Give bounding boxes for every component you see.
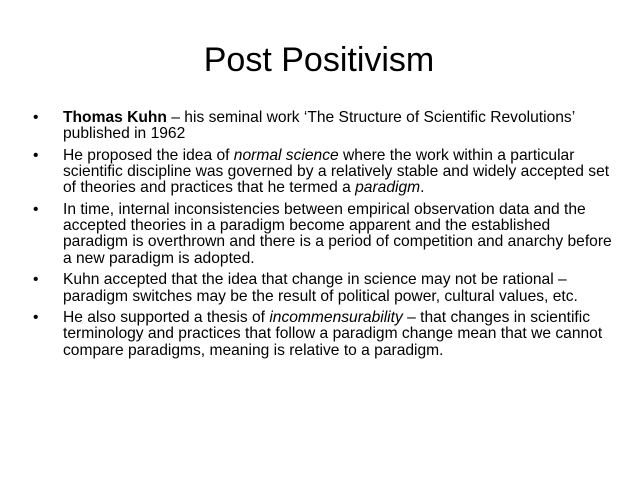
bullet-3-text: In time, internal inconsistencies between empirical observation data and the accepted theories in a paradigm become apparent and the established paradigm is overthrown and there is a period of competition and anarchy before a new paradigm is adopted. (63, 201, 612, 267)
bullet-marker: • (33, 271, 39, 289)
bullet-item-2 (30, 148, 612, 197)
bullet-4-text: Kuhn accepted that the idea that change in science may not be rational – paradigm switches may be the result of political power, cultural values, etc. (63, 271, 578, 305)
bullet-marker: • (33, 109, 39, 126)
bullet-marker: • (33, 201, 39, 219)
bullet-2-text-1: He proposed the idea of (63, 146, 234, 164)
bullet-marker: • (33, 146, 39, 164)
bullet-item-1 (30, 110, 612, 142)
bullet-item-4 (30, 272, 612, 304)
bullet-2-text-2: where the work within a particular scientific discipline was governed by a relatively stable and widely accepted set of theories and practices that he termed a (63, 146, 610, 197)
bullet-2-italic-paradigm: paradigm (355, 179, 421, 197)
bullet-item-5 (30, 310, 612, 359)
bullet-item-3 (30, 202, 612, 267)
bullet-list (30, 110, 612, 364)
bullet-1-text: – his seminal work ‘The Structure of Scientific Revolutions’ published in 1962 (63, 109, 575, 143)
bullet-2-italic-normal-science: normal science (233, 146, 339, 164)
bullet-1-bold-name: Thomas Kuhn (63, 109, 167, 126)
bullet-marker: • (33, 309, 39, 327)
bullet-2-text-3: . (420, 179, 425, 197)
bullet-5-text-2: – that changes in scientific terminology and practices that follow a paradigm change mean that we cannot compare paradigms, meaning is relative to a paradigm. (63, 309, 603, 359)
slide-title: Post Positivism (203, 41, 435, 79)
bullet-5-text-1: He also supported a thesis of (63, 309, 270, 327)
bullet-5-italic-incommensurability: incommensurability (269, 309, 403, 327)
